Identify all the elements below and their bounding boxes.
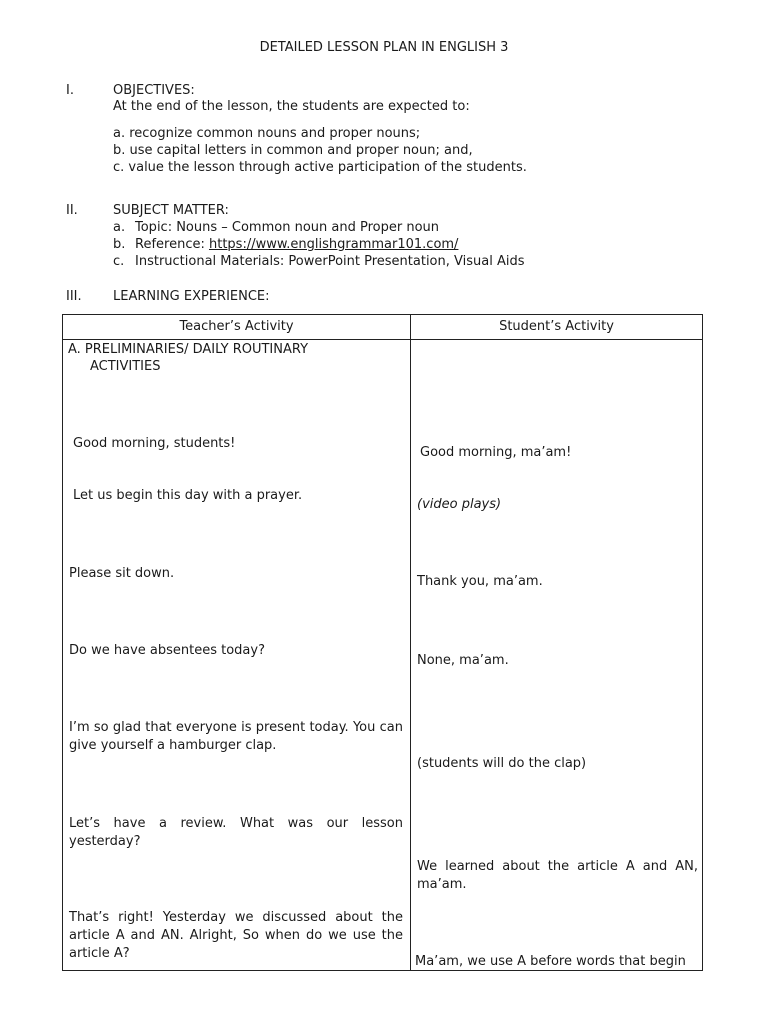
student-thanks: Thank you, ma’am.	[417, 574, 543, 589]
teacher-sit-down: Please sit down.	[69, 566, 175, 581]
student-clap: (students will do the clap)	[417, 756, 587, 771]
materials-line: Instructional Materials: PowerPoint Presentation, Visual Aids	[135, 254, 525, 269]
objectives-intro: At the end of the lesson, the students are expected to:	[113, 99, 470, 114]
section-a-heading-line2: ACTIVITIES	[90, 359, 161, 374]
objectives-heading: OBJECTIVES:	[113, 83, 195, 98]
subject-matter-numeral: II.	[66, 203, 78, 218]
reference-marker: b.	[113, 237, 126, 252]
learning-experience-numeral: III.	[66, 289, 82, 304]
student-greeting: Good morning, ma’am!	[420, 445, 572, 460]
materials-marker: c.	[113, 254, 125, 269]
activity-table	[62, 314, 703, 971]
teacher-column-header: Teacher’s Activity	[179, 319, 294, 334]
teacher-greeting: Good morning, students!	[73, 436, 236, 451]
column-divider	[410, 315, 411, 970]
teacher-prayer: Let us begin this day with a prayer.	[73, 488, 303, 503]
reference-line	[135, 237, 458, 252]
objective-item-c: c. value the lesson through active participation of the students.	[113, 160, 527, 175]
student-none: None, ma’am.	[417, 653, 509, 668]
student-column-header: Student’s Activity	[499, 319, 614, 334]
teacher-right: That’s right! Yesterday we discussed about the article A and AN. Alright, So when do we use the article A?	[69, 910, 403, 961]
teacher-review: Let’s have a review. What was our lesson yesterday?	[69, 816, 403, 849]
reference-label: Reference:	[135, 237, 209, 252]
objectives-numeral: I.	[66, 83, 74, 98]
teacher-glad: I’m so glad that everyone is present today. You can give yourself a hamburger clap.	[69, 720, 403, 753]
objective-item-a: a. recognize common nouns and proper nouns;	[113, 126, 421, 141]
objective-item-b: b. use capital letters in common and proper noun; and,	[113, 143, 473, 158]
section-a-heading-line1: A. PRELIMINARIES/ DAILY ROUTINARY	[68, 342, 309, 357]
topic-line: Topic: Nouns – Common noun and Proper noun	[135, 220, 440, 235]
student-use-a: Ma’am, we use A before words that begin	[415, 954, 686, 969]
topic-marker: a.	[113, 220, 126, 235]
header-divider	[63, 339, 702, 340]
student-learned: We learned about the article A and AN, ma’am.	[417, 859, 698, 892]
learning-experience-heading: LEARNING EXPERIENCE:	[113, 289, 270, 304]
student-video: (video plays)	[417, 497, 502, 512]
reference-link[interactable]: https://www.englishgrammar101.com/	[208, 237, 459, 252]
teacher-absentees: Do we have absentees today?	[69, 643, 265, 658]
document-title: DETAILED LESSON PLAN IN ENGLISH 3	[259, 40, 509, 55]
subject-matter-heading: SUBJECT MATTER:	[113, 203, 229, 218]
